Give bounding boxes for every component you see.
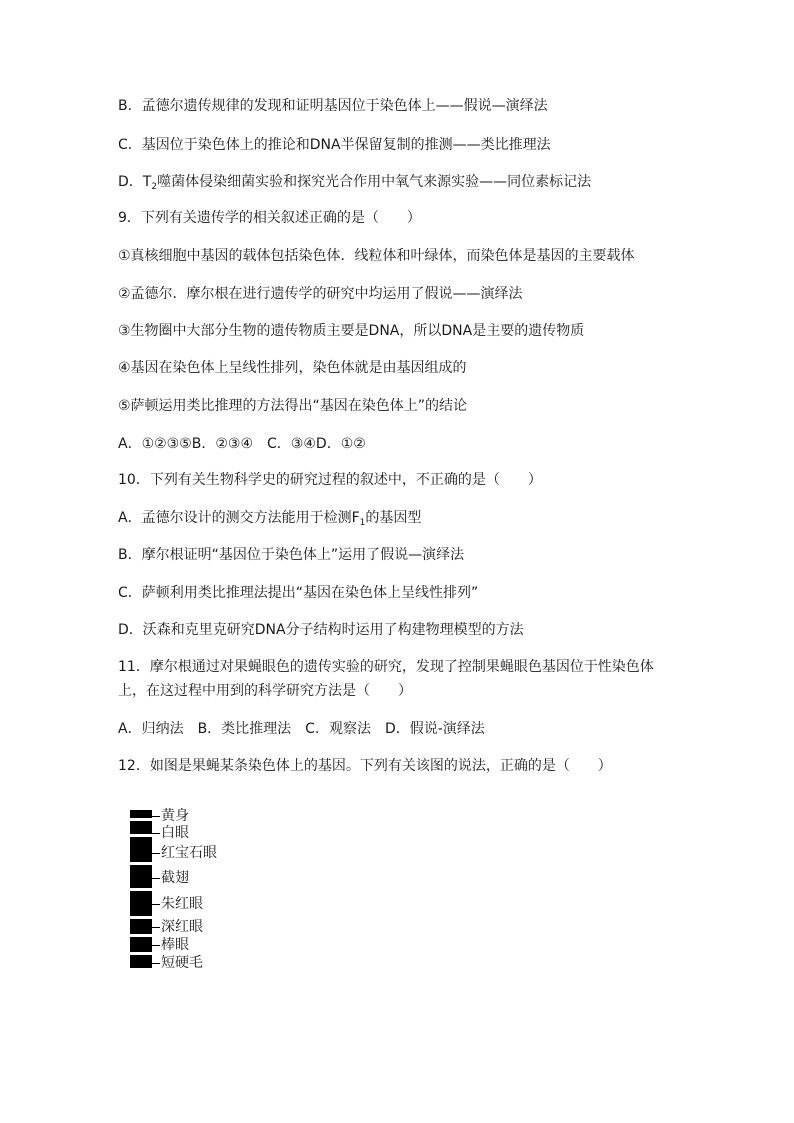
gene-name: 短硬毛 [161, 955, 203, 971]
text-run: 的基因型 [365, 510, 422, 526]
q11-options: A．归纳法 B．类比推理法 C．观察法 D．假说-演绎法 [118, 721, 485, 737]
q9-options: A．①②③⑤B．②③④ C．③④D．①② [118, 436, 366, 452]
gene-name: 红宝石眼 [161, 845, 217, 861]
band-divider [130, 818, 152, 821]
q9-statement-2: ②孟德尔．摩尔根在进行遗传学的研究中均运用了假说——演绎法 [118, 286, 523, 302]
q10-option-c: C．萨顿利用类比推理法提出“基因在染色体上呈线性排列” [118, 585, 479, 601]
band-divider [130, 934, 152, 937]
gene-label [150, 845, 217, 861]
gene-label [150, 896, 203, 912]
q11-stem-line-1: 11．摩尔根通过对果蝇眼色的遗传实验的研究，发现了控制果蝇眼色基因位于性染色体 [118, 659, 654, 675]
q10-stem: 10．下列有关生物科学史的研究过程的叙述中，不正确的是（ ） [118, 472, 542, 488]
leader-line [150, 816, 160, 817]
band-divider [130, 888, 152, 891]
gene-label [150, 808, 189, 824]
subscript: 2 [151, 182, 158, 192]
gene-name: 截翅 [161, 870, 189, 886]
leader-line [150, 833, 160, 834]
gene-name: 棒眼 [161, 937, 189, 953]
gene-name: 深红眼 [161, 919, 203, 935]
leader-line [150, 963, 160, 964]
band-divider [130, 916, 152, 919]
q8-option-c: C．基因位于染色体上的推论和DNA半保留复制的推测——类比推理法 [118, 137, 551, 153]
gene-label [150, 825, 189, 841]
q11-stem-line-2: 上，在这过程中用到的科学研究方法是（ ） [118, 683, 412, 699]
gene-name: 白眼 [161, 825, 189, 841]
gene-name: 朱红眼 [161, 896, 203, 912]
gene-label [150, 919, 203, 935]
q8-option-b: B．孟德尔遗传规律的发现和证明基因位于染色体上——假说—演绎法 [118, 98, 548, 114]
gene-name: 黄身 [161, 808, 189, 824]
q9-statement-1: ①真核细胞中基因的载体包括染色体．线粒体和叶绿体，而染色体是基因的主要载体 [118, 248, 635, 264]
gene-label [150, 937, 189, 953]
leader-line [150, 945, 160, 946]
text-run: A．孟德尔设计的测交方法能用于检测F [118, 510, 360, 526]
q9-statement-3: ③生物圈中大部分生物的遗传物质主要是DNA，所以DNA是主要的遗传物质 [118, 323, 585, 339]
leader-line [150, 904, 160, 905]
q9-statement-5: ⑤萨顿运用类比推理的方法得出“基因在染色体上”的结论 [118, 398, 468, 414]
q10-option-a [118, 509, 421, 532]
q9-stem: 9．下列有关遗传学的相关叙述正确的是（ ） [118, 210, 421, 226]
band-divider [130, 952, 152, 955]
leader-line [150, 878, 160, 879]
q8-option-d [118, 173, 591, 196]
text-run: 噬菌体侵染细菌实验和探究光合作用中氧气来源实验——同位素标记法 [157, 174, 592, 190]
band-divider [130, 834, 152, 837]
leader-line [150, 853, 160, 854]
band-divider [130, 862, 152, 865]
gene-label [150, 870, 189, 886]
q12-stem: 12．如图是果蝇某条染色体上的基因。下列有关该图的说法，正确的是（ ） [118, 758, 612, 774]
q9-statement-4: ④基因在染色体上呈线性排列，染色体就是由基因组成的 [118, 360, 467, 376]
q10-option-d: D．沃森和克里克研究DNA分子结构时运用了构建物理模型的方法 [118, 622, 524, 638]
q10-option-b: B．摩尔根证明“基因位于染色体上”运用了假说—演绎法 [118, 547, 465, 563]
subscript: 1 [359, 518, 366, 528]
gene-label [150, 955, 203, 971]
leader-line [150, 927, 160, 928]
chromosome-bar [130, 810, 152, 968]
text-run: D．T [118, 174, 152, 190]
